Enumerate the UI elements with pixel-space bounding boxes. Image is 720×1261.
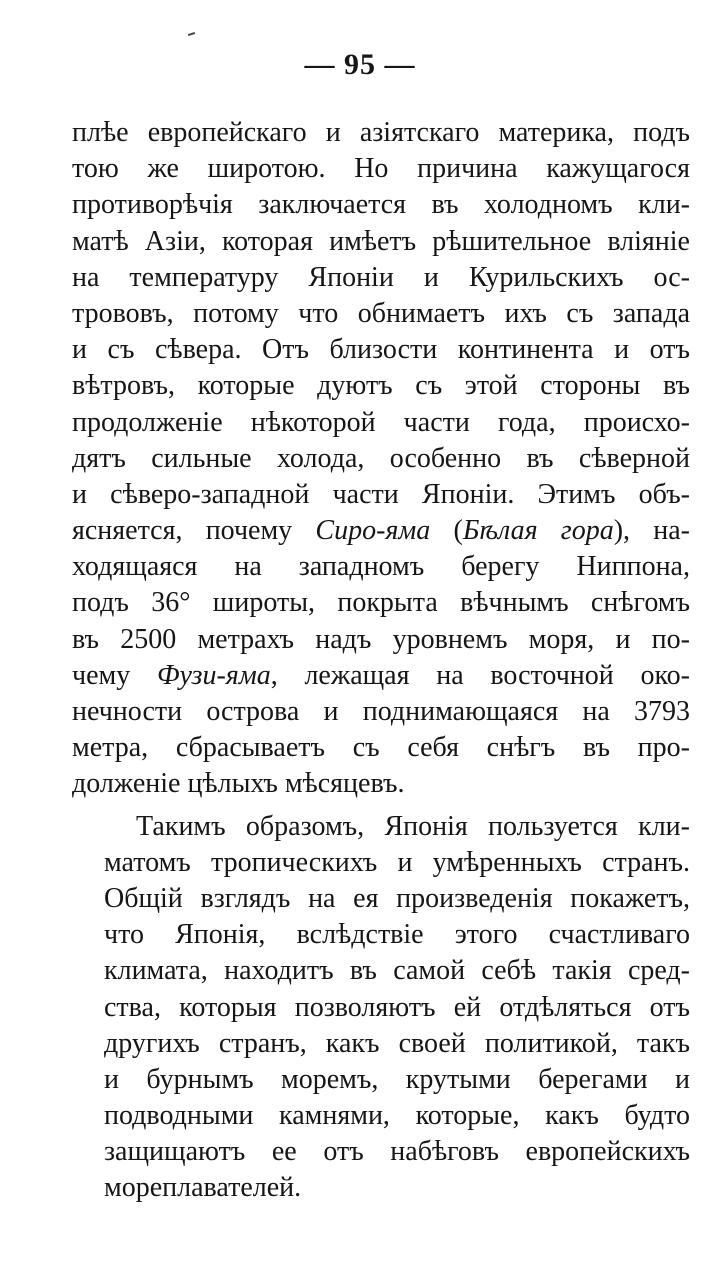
text-line: климата, находитъ въ самой себѣ такія сред- <box>104 955 690 987</box>
italic-term: Сиро-яма <box>315 515 431 547</box>
text-line: долженіе цѣлыхъ мѣсяцевъ. <box>72 768 405 800</box>
text-line: чему Фузи-яма, лежащая на восточной око- <box>72 659 690 691</box>
text-line: ясняется, почему Сиро-яма (Бѣлая гора), на- <box>72 515 690 547</box>
text-line: на температуру Японіи и Курильскихъ ос- <box>72 261 690 293</box>
text-line: и бурнымъ моремъ, крутыми берегами и <box>104 1063 690 1095</box>
text-line: тою же широтою. Но причина кажущагося <box>72 153 690 185</box>
text-line: и сѣверо-западной части Японіи. Этимъ объ- <box>72 478 690 510</box>
page-number: — 95 — <box>304 48 416 81</box>
text-line: и съ сѣвера. Отъ близости континента и отъ <box>72 334 690 366</box>
text-line: мореплавателей. <box>104 1172 302 1204</box>
italic-term: Бѣлая гора <box>462 515 614 547</box>
text-line: что Японія, вслѣдствіе этого счастливаго <box>104 919 690 951</box>
text-line: плѣе европейскаго и азіятскаго материка, подъ <box>72 117 690 148</box>
text-line: ходящаяся на западномъ берегу Ниппона, <box>72 551 690 583</box>
text-line: дятъ сильные холода, особенно въ сѣверной <box>72 442 690 474</box>
text-line: въ 2500 метрахъ надъ уровнемъ моря, и по- <box>72 623 690 655</box>
paragraph-2 <box>72 809 690 1207</box>
text-line: трововъ, потому что обнимаетъ ихъ съ запада <box>72 297 690 329</box>
italic-term: Фузи-яма <box>156 659 271 691</box>
text-line: Общій взглядъ на ея произведенія покажетъ, <box>104 882 690 914</box>
text-line: нечности острова и поднимающаяся на 3793 <box>72 696 690 727</box>
body-text <box>72 115 690 1207</box>
text-line: подводными камнями, которые, какъ будто <box>104 1100 690 1132</box>
text-line: ства, которыя позволяютъ ей отдѣляться отъ <box>104 991 690 1023</box>
text-line: противорѣчія заключается въ холодномъ кли- <box>72 189 690 221</box>
text-line: матомъ тропическихъ и умѣренныхъ странъ. <box>104 846 690 878</box>
text-line: другихъ странъ, какъ своей политикой, такъ <box>104 1027 690 1059</box>
paragraph-1 <box>72 115 690 803</box>
text-line: продолженіе нѣкоторой части года, происхо- <box>72 406 690 438</box>
text-line: матѣ Азіи, которая имѣетъ рѣшительное вліяніе <box>72 225 690 257</box>
text-line: вѣтровъ, которые дуютъ съ этой стороны въ <box>72 370 690 402</box>
text-line: метра, сбрасываетъ съ себя снѣгъ въ про- <box>72 732 690 764</box>
text-line: Такимъ образомъ, Японія пользуется кли- <box>136 810 690 842</box>
text-line: защищаютъ ее отъ набѣговъ европейскихъ <box>104 1136 690 1168</box>
ink-speck <box>188 32 195 36</box>
text-line: подъ 36° широты, покрыта вѣчнымъ снѣгомъ <box>72 587 690 619</box>
